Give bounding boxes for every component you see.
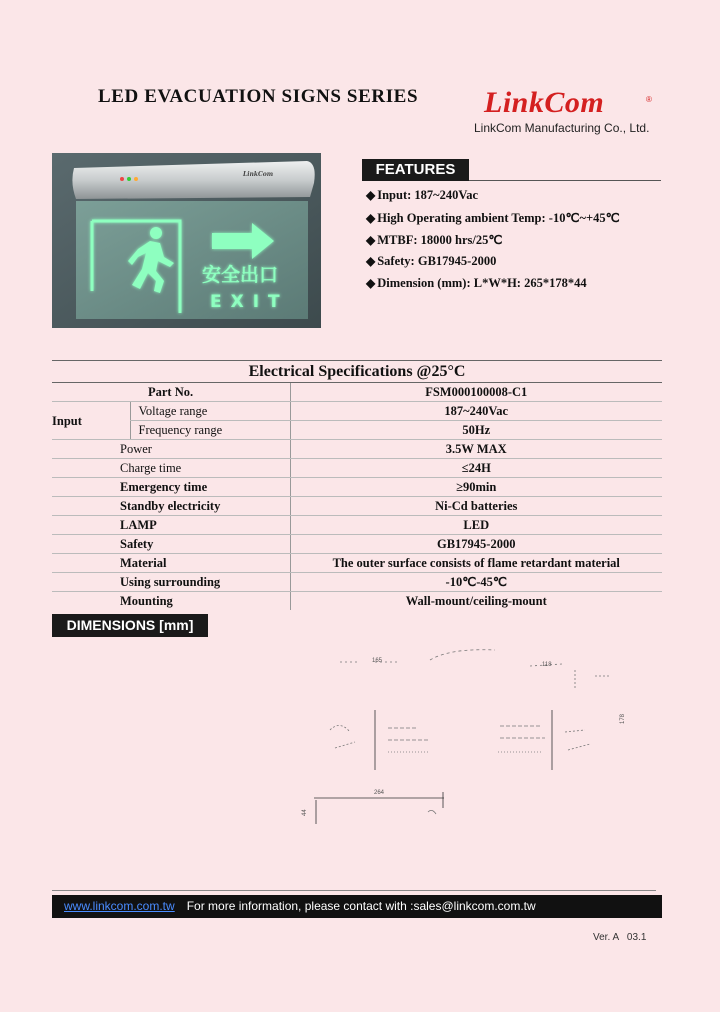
table-row bbox=[52, 421, 662, 440]
table-row bbox=[52, 554, 662, 573]
spec-label: Charge time bbox=[52, 459, 290, 478]
electrical-spec-table bbox=[52, 360, 662, 610]
bullet-diamond-icon: ◆ bbox=[366, 233, 376, 247]
spec-label: Standby electricity bbox=[52, 497, 290, 516]
table-row bbox=[52, 592, 662, 611]
spec-table-heading: Electrical Specifications @25°C bbox=[52, 361, 662, 383]
spec-label: Mounting bbox=[120, 594, 173, 608]
feature-item: ◆ Safety: GB17945-2000 bbox=[366, 254, 497, 268]
indicator-led-amber bbox=[134, 177, 138, 181]
spec-value: ≥90min bbox=[290, 478, 662, 497]
spec-label: Power bbox=[52, 440, 290, 459]
dim-label: 165 bbox=[372, 658, 383, 664]
dim-label: 44 bbox=[302, 809, 308, 816]
spec-label: Emergency time bbox=[52, 478, 290, 497]
spec-value: GB17945-2000 bbox=[290, 535, 662, 554]
dim-label: 118 bbox=[542, 662, 552, 668]
dimensions-heading: DIMENSIONS [mm] bbox=[52, 614, 208, 637]
features-heading: FEATURES bbox=[362, 159, 469, 181]
indicator-led-red bbox=[120, 177, 124, 181]
part-no-label: Part No. bbox=[52, 383, 290, 402]
registered-mark: ® bbox=[646, 95, 652, 104]
website-link[interactable]: www.linkcom.com.tw bbox=[64, 899, 175, 913]
feature-item: ◆ Input: 187~240Vac bbox=[366, 188, 479, 202]
table-row bbox=[52, 535, 662, 554]
running-man-head bbox=[150, 227, 162, 239]
spec-label: Using surrounding bbox=[52, 573, 290, 592]
spec-value: 187~240Vac bbox=[290, 402, 662, 421]
company-name: LinkCom Manufacturing Co., Ltd. bbox=[474, 121, 650, 135]
table-row bbox=[52, 440, 662, 459]
indicator-led-green bbox=[127, 177, 131, 181]
feature-item: ◆ High Operating ambient Temp: -10℃~+45℃ bbox=[366, 211, 620, 225]
table-row bbox=[52, 459, 662, 478]
spec-value: -10℃-45℃ bbox=[290, 573, 662, 592]
spec-value: 3.5W MAX bbox=[290, 440, 662, 459]
table-row bbox=[52, 478, 662, 497]
spec-value: Ni-Cd batteries bbox=[290, 497, 662, 516]
sign-exit-text: EXIT bbox=[210, 292, 289, 312]
dim-label: 178 bbox=[620, 713, 626, 724]
table-row bbox=[52, 516, 662, 535]
bullet-diamond-icon: ◆ bbox=[366, 188, 376, 202]
version-label: Ver. A 03.1 bbox=[593, 932, 647, 943]
product-photo bbox=[52, 153, 321, 328]
features-divider bbox=[469, 180, 661, 181]
dim-label: 264 bbox=[374, 790, 385, 796]
spec-value: 50Hz bbox=[290, 421, 662, 440]
spec-label: LAMP bbox=[52, 516, 290, 535]
spec-label: Voltage range bbox=[130, 402, 290, 421]
document-title: LED EVACUATION SIGNS SERIES bbox=[98, 86, 419, 107]
feature-item: ◆ MTBF: 18000 hrs/25℃ bbox=[366, 233, 503, 247]
footer-bar bbox=[52, 895, 662, 918]
dimension-drawing bbox=[300, 640, 640, 840]
linkcom-logo: LinkCom bbox=[484, 86, 605, 119]
spec-label: Safety bbox=[52, 535, 290, 554]
spec-label: Frequency range bbox=[130, 421, 290, 440]
spec-value: LED bbox=[290, 516, 662, 535]
spec-value: Wall-mount/ceiling-mount bbox=[290, 592, 662, 611]
feature-item: ◆ Dimension (mm): L*W*H: 265*178*44 bbox=[366, 276, 587, 290]
contact-info: For more information, please contact with :sales@linkcom.com.tw bbox=[186, 899, 536, 913]
input-group-label: Input bbox=[52, 402, 130, 440]
table-row bbox=[52, 402, 662, 421]
part-no-value: FSM000100008-C1 bbox=[290, 383, 662, 402]
bullet-diamond-icon: ◆ bbox=[366, 276, 376, 290]
sign-chinese-text: 安全出口 bbox=[202, 264, 279, 286]
bullet-diamond-icon: ◆ bbox=[366, 254, 376, 268]
table-row bbox=[52, 383, 662, 402]
spec-value: ≤24H bbox=[290, 459, 662, 478]
spec-value: The outer surface consists of flame retardant material bbox=[290, 554, 662, 573]
table-row bbox=[52, 497, 662, 516]
footer-divider bbox=[52, 890, 656, 891]
spec-label: Material bbox=[52, 554, 290, 573]
table-row bbox=[52, 573, 662, 592]
housing-brand-label: LinkCom bbox=[243, 171, 274, 178]
bullet-diamond-icon: ◆ bbox=[366, 211, 376, 225]
